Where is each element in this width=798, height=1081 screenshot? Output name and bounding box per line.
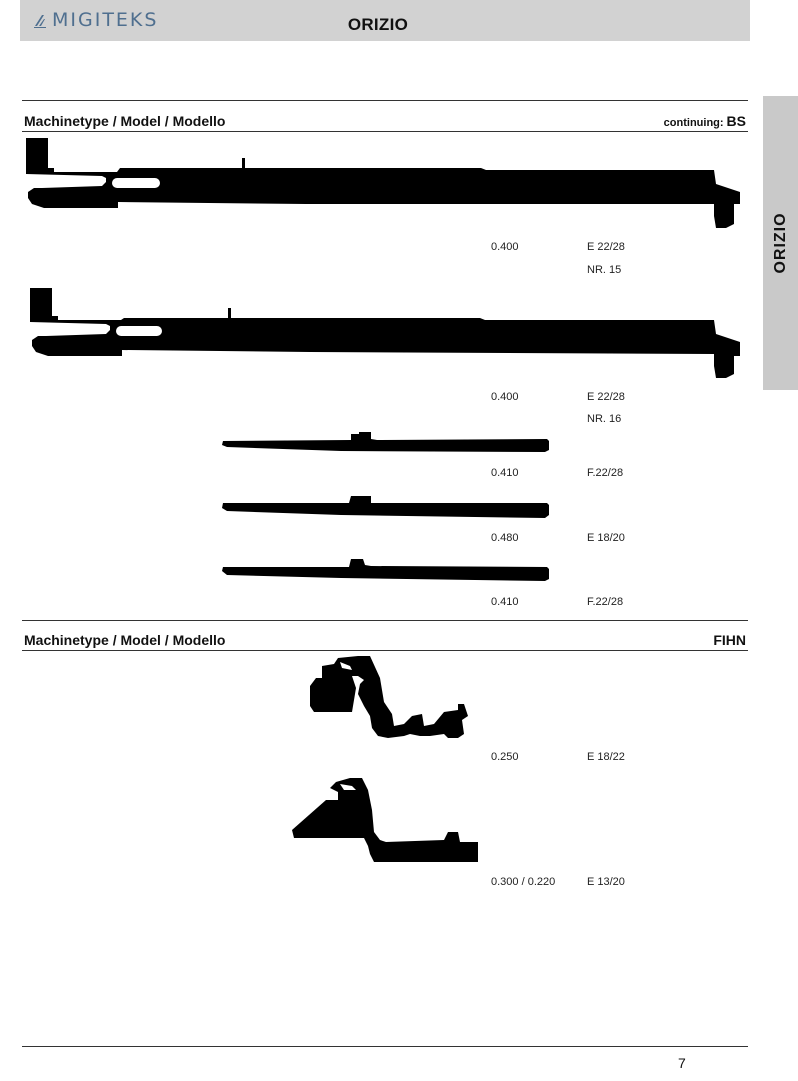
page-number: 7 bbox=[678, 1055, 686, 1071]
value: 0.480 bbox=[491, 532, 519, 544]
section-model-name: BS bbox=[726, 113, 746, 129]
logo-text: MIGITEKS bbox=[52, 9, 159, 31]
section-bottom-rule bbox=[22, 131, 748, 132]
code: E 22/28 bbox=[587, 391, 625, 403]
code: F.22/28 bbox=[587, 467, 624, 479]
blade-drawing-3 bbox=[221, 557, 551, 583]
code: E 22/28 bbox=[587, 241, 625, 253]
value: 0.400 bbox=[491, 391, 519, 403]
value: 0.410 bbox=[491, 596, 519, 608]
section-header bbox=[24, 630, 746, 648]
section-bottom-rule bbox=[22, 650, 748, 651]
section-top-rule bbox=[22, 100, 748, 101]
section-top-rule bbox=[22, 620, 748, 621]
code: F.22/28 bbox=[587, 596, 624, 608]
blade-drawing-2 bbox=[221, 493, 551, 519]
nr-label: NR. 16 bbox=[587, 413, 622, 425]
code: E 13/20 bbox=[587, 876, 625, 888]
value: 0.410 bbox=[491, 467, 519, 479]
footer-rule bbox=[22, 1046, 748, 1047]
section-model: FIHN bbox=[713, 632, 746, 648]
side-tab-label: ORIZIO bbox=[771, 212, 789, 274]
value: 0.400 bbox=[491, 241, 519, 253]
section-title: Machinetype / Model / Modello bbox=[24, 632, 226, 648]
fihn-part-drawing-1 bbox=[308, 654, 472, 740]
sinker-nr16-drawing bbox=[30, 286, 742, 380]
section-header bbox=[24, 111, 746, 129]
section-model bbox=[664, 113, 746, 129]
sinker-nr15-drawing bbox=[26, 136, 744, 230]
page-title: ORIZIO bbox=[347, 15, 409, 34]
code: E 18/20 bbox=[587, 532, 625, 544]
header-bar bbox=[20, 0, 750, 41]
code: E 18/22 bbox=[587, 751, 625, 763]
section-model-prefix: continuing: bbox=[663, 117, 724, 129]
value: 0.250 bbox=[491, 751, 519, 763]
section-title: Machinetype / Model / Modello bbox=[24, 113, 226, 129]
value: 0.300 / 0.220 bbox=[491, 876, 556, 888]
nr-label: NR. 15 bbox=[587, 264, 622, 276]
fihn-part-drawing-2 bbox=[290, 776, 482, 864]
blade-drawing-1 bbox=[221, 431, 551, 455]
side-tab bbox=[763, 96, 798, 390]
